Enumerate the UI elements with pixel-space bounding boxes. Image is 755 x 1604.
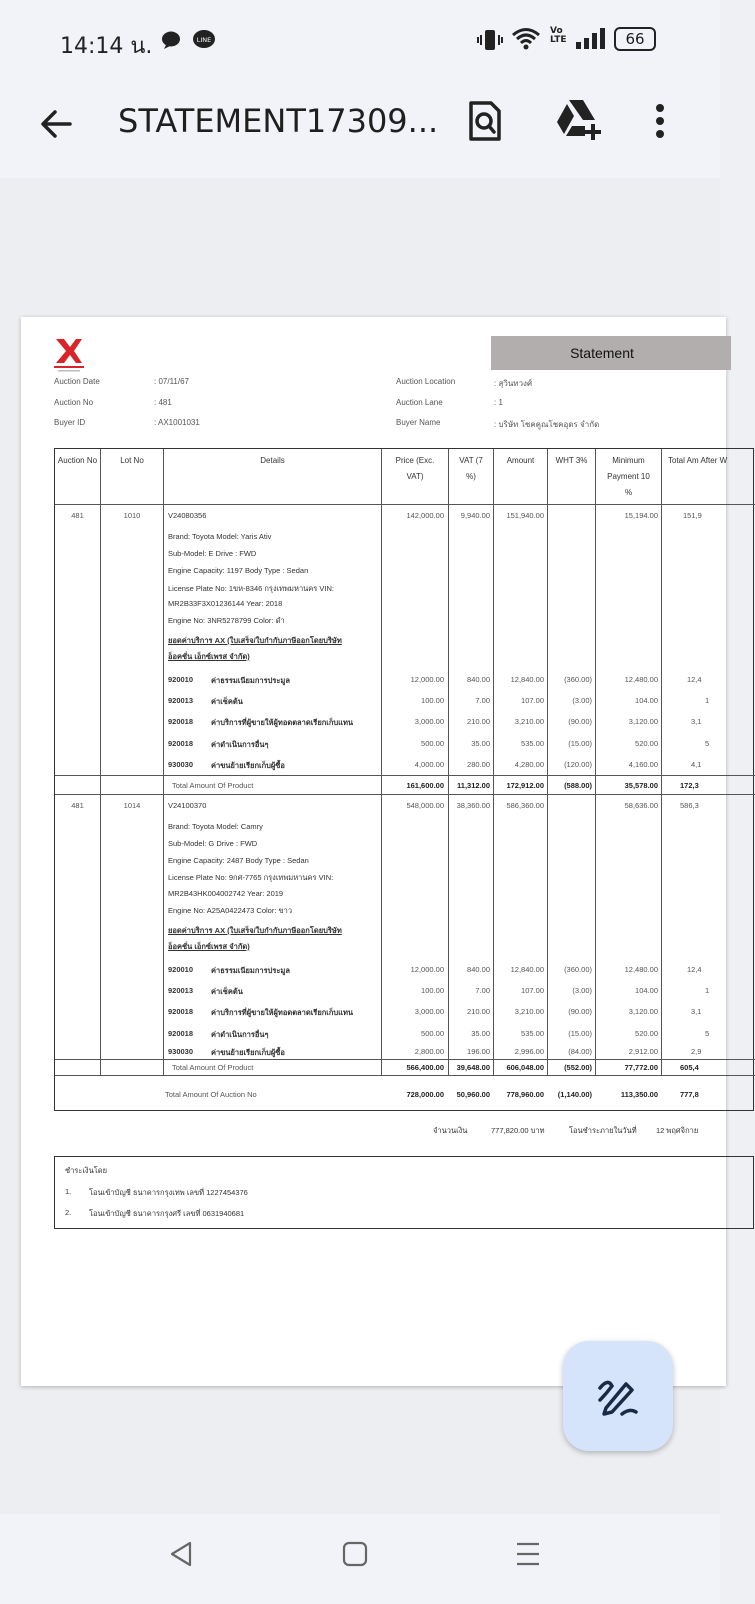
lot1-total-wht: (588.00) bbox=[564, 781, 592, 790]
fee-amount: 12,840.00 bbox=[510, 675, 544, 684]
fee-wht: (90.00) bbox=[568, 717, 592, 726]
svg-text:LINE: LINE bbox=[196, 36, 212, 44]
fee-amount: 12,840.00 bbox=[510, 965, 544, 974]
fee-price: 500.00 bbox=[421, 739, 444, 748]
fee-total: 4,1 bbox=[691, 760, 702, 769]
lot2-total-min: 77,772.00 bbox=[624, 1063, 658, 1072]
fee-name: ค่าเช็คต้น bbox=[211, 697, 243, 706]
nav-recents-icon[interactable] bbox=[515, 1541, 541, 1571]
fee-min: 3,120.00 bbox=[628, 717, 658, 726]
lot1-lot-no: 1010 bbox=[123, 511, 141, 520]
auction-total-amount: 778,960.00 bbox=[506, 1090, 544, 1099]
buyer-id-label: Buyer ID bbox=[54, 418, 86, 427]
lot2-total: 586,3 bbox=[680, 801, 699, 810]
system-nav-bar bbox=[0, 1514, 720, 1604]
buyer-name-value: : บริษัท โชคคูณโชคอุดร จำกัด bbox=[494, 420, 600, 429]
lot1-amount: 151,940.00 bbox=[506, 511, 544, 520]
fee-total: 1 bbox=[705, 986, 710, 995]
payment-box bbox=[54, 1156, 754, 1229]
fee-amount: 4,280.00 bbox=[514, 760, 544, 769]
lot2-detail: Brand: Toyota Model: Camry bbox=[168, 822, 263, 831]
summary-label: จำนวนเงิน bbox=[433, 1126, 468, 1135]
fee-vat: 280.00 bbox=[467, 760, 490, 769]
fee-vat: 35.00 bbox=[471, 1029, 490, 1038]
payment-item-num: 1. bbox=[65, 1187, 72, 1196]
lot2-auction-no: 481 bbox=[71, 801, 84, 810]
fee-amount: 107.00 bbox=[521, 986, 544, 995]
fee-min: 104.00 bbox=[635, 986, 658, 995]
battery-icon: 66 bbox=[614, 27, 656, 51]
lot1-total-price: 161,600.00 bbox=[406, 781, 444, 790]
payment-item-text: โอนเข้าบัญชี ธนาคารกรุงเทพ เลขที่ 1227454376 bbox=[89, 1188, 248, 1197]
lot2-detail: MR2B43HK004002742 Year: 2019 bbox=[168, 889, 284, 898]
fee-code: 920010 bbox=[168, 965, 194, 974]
fee-name: ค่าขนย้ายเรียกเก็บผู้ซื้อ bbox=[211, 1048, 285, 1057]
lot1-detail: Engine No: 3NR5278799 Color: ดำ bbox=[168, 616, 285, 625]
payment-title: ชำระเงินโดย bbox=[65, 1166, 108, 1175]
col-header-lot-no: Lot No bbox=[120, 456, 144, 465]
auction-location-value: : สุวินทวงศ์ bbox=[494, 379, 533, 388]
fee-wht: (360.00) bbox=[564, 965, 592, 974]
fee-min: 520.00 bbox=[635, 739, 658, 748]
fee-price: 12,000.00 bbox=[410, 965, 444, 974]
lot1-product-total-label: Total Amount Of Product bbox=[172, 781, 254, 790]
col-header-amount: Amount bbox=[506, 456, 535, 465]
fee-code: 920018 bbox=[168, 739, 194, 748]
auction-total-wht: (1,140.00) bbox=[557, 1090, 592, 1099]
fee-wht: (90.00) bbox=[568, 1007, 592, 1016]
fee-wht: (84.00) bbox=[568, 1047, 592, 1056]
lot1-detail: License Plate No: 1ขห-8346 กรุงเทพมหานคร VIN: bbox=[168, 584, 334, 593]
fee-name: ค่าบริการที่ผู้ขายให้ผู้ทอดตลาดเรียกเก็บแทน bbox=[211, 718, 354, 727]
fee-name: ค่าธรรมเนียมการประมูล bbox=[211, 966, 290, 975]
fee-price: 500.00 bbox=[421, 1029, 444, 1038]
lot1-detail: Sub-Model: E Drive : FWD bbox=[168, 549, 257, 558]
auction-express-logo-icon bbox=[52, 337, 86, 373]
lot1-detail: V24080356 bbox=[168, 511, 207, 520]
fee-amount: 3,210.00 bbox=[514, 1007, 544, 1016]
fee-total: 2,9 bbox=[691, 1047, 702, 1056]
summary-date: 12 พฤศจิกาย bbox=[656, 1126, 699, 1135]
fee-code: 920013 bbox=[168, 696, 194, 705]
lot1-price: 142,000.00 bbox=[406, 511, 444, 520]
app-bar bbox=[0, 82, 720, 178]
fee-total: 12,4 bbox=[687, 675, 702, 684]
lot2-total-total: 605,4 bbox=[680, 1063, 699, 1072]
lot1-total-min: 35,578.00 bbox=[624, 781, 658, 790]
fee-code: 920013 bbox=[168, 986, 194, 995]
chat-bubble-icon bbox=[160, 30, 182, 54]
col-header-price: Price (Exc. VAT) bbox=[395, 456, 435, 481]
lot1-detail: MR2B33F3X01236144 Year: 2018 bbox=[168, 599, 283, 608]
line-app-icon bbox=[192, 29, 216, 55]
fee-name: ค่าเช็คต้น bbox=[211, 987, 243, 996]
fee-amount: 535.00 bbox=[521, 739, 544, 748]
fee-min: 2,912.00 bbox=[628, 1047, 658, 1056]
fee-code: 930030 bbox=[168, 760, 194, 769]
fee-price: 3,000.00 bbox=[414, 1007, 444, 1016]
find-in-page-icon[interactable] bbox=[466, 100, 504, 146]
col-header-vat: VAT (7 %) bbox=[459, 456, 483, 481]
lot1-vat: 9,940.00 bbox=[460, 511, 490, 520]
fee-name: ค่าขนย้ายเรียกเก็บผู้ซื้อ bbox=[211, 761, 285, 770]
back-arrow-icon[interactable] bbox=[36, 104, 76, 148]
fee-wht: (15.00) bbox=[568, 1029, 592, 1038]
fee-code: 920010 bbox=[168, 675, 194, 684]
payment-item-text: โอนเข้าบัญชี ธนาคารกรุงศรี เลขที่ 0631940681 bbox=[89, 1209, 245, 1218]
nav-home-icon[interactable] bbox=[342, 1541, 368, 1571]
pdf-page bbox=[21, 317, 726, 1386]
auction-total-price: 728,000.00 bbox=[406, 1090, 444, 1099]
col-header-auction-no: Auction No bbox=[57, 456, 98, 465]
fee-wht: (360.00) bbox=[564, 675, 592, 684]
fee-price: 100.00 bbox=[421, 696, 444, 705]
fee-name: ค่าดำเนินการอื่นๆ bbox=[211, 1030, 269, 1039]
lot2-detail: Engine No: A25A0422473 Color: ขาว bbox=[168, 906, 293, 915]
lot2-service-heading: ยอดค่าบริการ AX (ใบเสร็จ/ใบกำกับภาษีออกโดยบริษัท bbox=[168, 926, 342, 935]
fee-code: 920018 bbox=[168, 1029, 194, 1038]
fee-amount: 3,210.00 bbox=[514, 717, 544, 726]
summary-transfer-label: โอนชำระภายในวันที่ bbox=[569, 1126, 637, 1135]
fee-total: 5 bbox=[705, 739, 710, 748]
lot1-min: 15,194.00 bbox=[624, 511, 658, 520]
lot2-amount: 586,360.00 bbox=[506, 801, 544, 810]
fee-price: 4,000.00 bbox=[414, 760, 444, 769]
auction-no-value: : 481 bbox=[154, 398, 172, 407]
fee-price: 3,000.00 bbox=[414, 717, 444, 726]
lot1-detail: Engine Capacity: 1197 Body Type : Sedan bbox=[168, 566, 309, 575]
volte-icon: Vo LTE bbox=[550, 26, 567, 45]
edit-pen-icon bbox=[596, 1374, 640, 1422]
lot1-total-amount: 172,912.00 bbox=[506, 781, 544, 790]
col-header-wht: WHT 3% bbox=[555, 456, 588, 465]
fee-wht: (120.00) bbox=[564, 760, 592, 769]
fee-amount: 535.00 bbox=[521, 1029, 544, 1038]
fee-min: 4,160.00 bbox=[628, 760, 658, 769]
fee-vat: 210.00 bbox=[467, 1007, 490, 1016]
buyer-name-label: Buyer Name bbox=[396, 418, 441, 427]
buyer-id-value: : AX1001031 bbox=[154, 418, 200, 427]
more-vert-icon[interactable] bbox=[652, 102, 668, 146]
nav-back-icon[interactable] bbox=[168, 1540, 194, 1572]
lot1-service-heading: ยอดค่าบริการ AX (ใบเสร็จ/ใบกำกับภาษีออกโดยบริษัท bbox=[168, 636, 342, 645]
lot1-total-vat: 11,312.00 bbox=[457, 781, 490, 790]
fee-min: 12,480.00 bbox=[624, 965, 658, 974]
col-header-min-payment: Minimum Payment 10 % bbox=[607, 456, 650, 497]
lot1-total: 151,9 bbox=[683, 511, 702, 520]
fee-code: 920018 bbox=[168, 1007, 194, 1016]
lot1-detail: Brand: Toyota Model: Yaris Ativ bbox=[168, 532, 272, 541]
vibrate-icon bbox=[477, 27, 503, 57]
fee-price: 2,800.00 bbox=[414, 1047, 444, 1056]
fee-vat: 7.00 bbox=[475, 986, 490, 995]
document-viewer[interactable] bbox=[0, 178, 728, 1514]
summary-value: 777,820.00 บาท bbox=[491, 1126, 545, 1135]
fee-vat: 7.00 bbox=[475, 696, 490, 705]
fee-wht: (3.00) bbox=[572, 696, 592, 705]
fee-amount: 2,996.00 bbox=[514, 1047, 544, 1056]
lot1-total-total: 172,3 bbox=[680, 781, 699, 790]
fee-total: 3,1 bbox=[691, 717, 702, 726]
fee-min: 520.00 bbox=[635, 1029, 658, 1038]
fee-min: 104.00 bbox=[635, 696, 658, 705]
auction-lane-value: : 1 bbox=[494, 398, 503, 407]
lot1-auction-no: 481 bbox=[71, 511, 84, 520]
fee-name: ค่าธรรมเนียมการประมูล bbox=[211, 676, 290, 685]
status-time: 14:14 น. bbox=[60, 34, 153, 59]
lot2-min: 58,636.00 bbox=[624, 801, 658, 810]
lot2-detail: V24100370 bbox=[168, 801, 207, 810]
auction-date-value: : 07/11/67 bbox=[154, 377, 189, 386]
lot2-lot-no: 1014 bbox=[123, 801, 141, 810]
lot1-service-heading: อ็อคชั่น เอ็กซ์เพรส จำกัด) bbox=[168, 652, 250, 661]
lot2-price: 548,000.00 bbox=[406, 801, 444, 810]
fee-amount: 107.00 bbox=[521, 696, 544, 705]
fee-code: 920018 bbox=[168, 717, 194, 726]
fee-vat: 210.00 bbox=[467, 717, 490, 726]
fee-total: 1 bbox=[705, 696, 710, 705]
fee-code: 930030 bbox=[168, 1047, 194, 1056]
auction-no-label: Auction No bbox=[54, 398, 94, 407]
statement-table bbox=[54, 448, 754, 1111]
col-header-total: Total Am After W bbox=[668, 456, 728, 465]
lot2-vat: 38,360.00 bbox=[456, 801, 490, 810]
auction-location-label: Auction Location bbox=[396, 377, 456, 386]
auction-total-vat: 50,960.00 bbox=[456, 1090, 490, 1099]
fee-vat: 840.00 bbox=[467, 675, 490, 684]
fee-name: ค่าดำเนินการอื่นๆ bbox=[211, 740, 269, 749]
fee-wht: (3.00) bbox=[572, 986, 592, 995]
wifi-icon bbox=[511, 26, 541, 56]
fee-wht: (15.00) bbox=[568, 739, 592, 748]
fee-total: 12,4 bbox=[687, 965, 702, 974]
lot2-total-vat: 39,648.00 bbox=[456, 1063, 490, 1072]
fee-price: 100.00 bbox=[421, 986, 444, 995]
auction-total-total: 777,8 bbox=[680, 1090, 699, 1099]
fee-total: 3,1 bbox=[691, 1007, 702, 1016]
statement-title: Statement bbox=[491, 336, 731, 370]
lot2-product-total-label: Total Amount Of Product bbox=[172, 1063, 254, 1072]
fee-min: 3,120.00 bbox=[628, 1007, 658, 1016]
lot2-total-amount: 606,048.00 bbox=[506, 1063, 544, 1072]
lot2-detail: Engine Capacity: 2487 Body Type : Sedan bbox=[168, 856, 309, 865]
page-title: STATEMENT17309... bbox=[118, 102, 439, 140]
fee-price: 12,000.00 bbox=[410, 675, 444, 684]
fee-min: 12,480.00 bbox=[624, 675, 658, 684]
fee-vat: 196.00 bbox=[467, 1047, 490, 1056]
fee-vat: 840.00 bbox=[467, 965, 490, 974]
fee-vat: 35.00 bbox=[471, 739, 490, 748]
lot2-total-price: 566,400.00 bbox=[406, 1063, 444, 1072]
payment-item-num: 2. bbox=[65, 1208, 72, 1217]
lot2-detail: Sub-Model: G Drive : FWD bbox=[168, 839, 258, 848]
lot2-service-heading: อ็อคชั่น เอ็กซ์เพรส จำกัด) bbox=[168, 942, 250, 951]
fee-total: 5 bbox=[705, 1029, 710, 1038]
signal-icon bbox=[575, 28, 605, 54]
edit-fab-button[interactable] bbox=[563, 1341, 673, 1451]
drive-add-icon[interactable] bbox=[555, 98, 603, 144]
col-header-details: Details bbox=[260, 456, 285, 465]
lot2-detail: License Plate No: 9กศ-7765 กรุงเทพมหานคร VIN: bbox=[168, 873, 334, 882]
auction-lane-label: Auction Lane bbox=[396, 398, 443, 407]
auction-total-min: 113,350.00 bbox=[620, 1090, 658, 1099]
auction-total-label: Total Amount Of Auction No bbox=[165, 1090, 257, 1099]
auction-date-label: Auction Date bbox=[54, 377, 100, 386]
fee-name: ค่าบริการที่ผู้ขายให้ผู้ทอดตลาดเรียกเก็บแทน bbox=[211, 1008, 354, 1017]
status-bar bbox=[0, 0, 720, 82]
lot2-total-wht: (552.00) bbox=[564, 1063, 592, 1072]
